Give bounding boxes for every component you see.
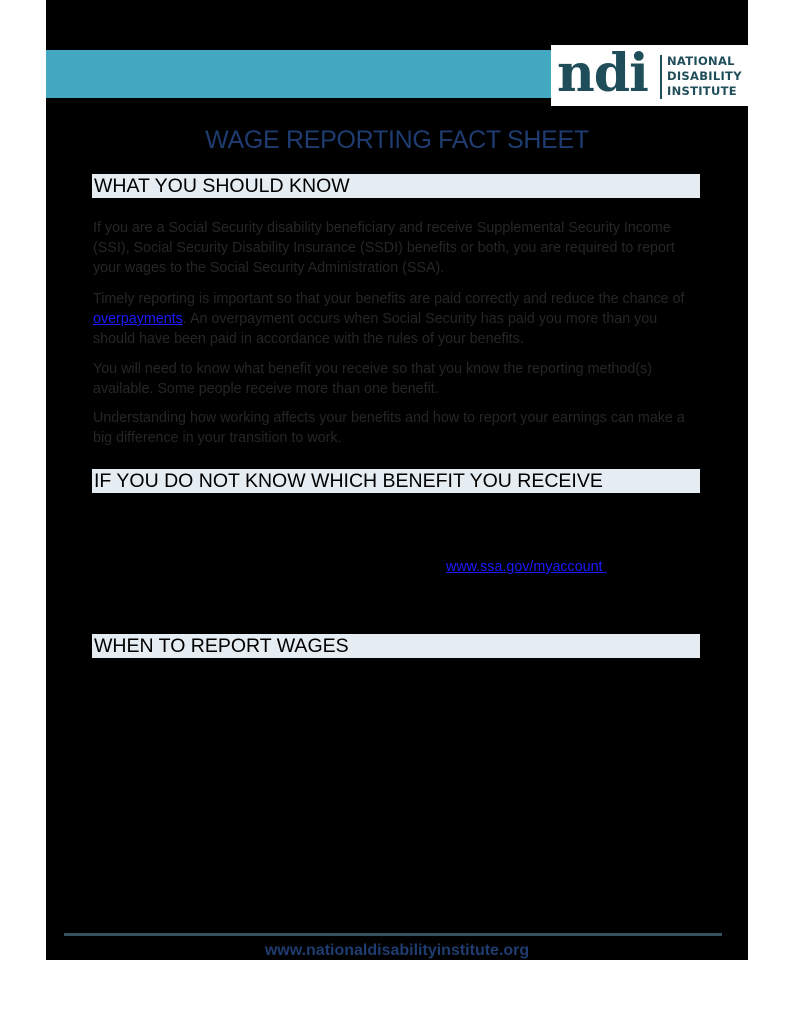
logo-line-disability: DISABILITY [667,69,742,83]
paragraph-reporting-requirement: If you are a Social Security disability beneficiary and receive Supplemental Security Income (SSI), Social Security Disability Insurance (SSDI) benefits or both, you are required to report your wages to the Social Security Administration (SSA). [93,220,675,276]
paragraph-understanding-work: Understanding how working affects your benefits and how to report your earnings can make a big difference in your transition to work. [93,410,685,446]
header-band [46,50,551,98]
section-heading-which-benefit: IF YOU DO NOT KNOW WHICH BENEFIT YOU RECEIVE [92,469,700,493]
page-title: WAGE REPORTING FACT SHEET [205,126,589,154]
section-heading-when-to-report: WHEN TO REPORT WAGES [92,634,700,658]
paragraph-know-your-benefit: You will need to know what benefit you receive so that you know the reporting method(s) available. Some people receive more than one benefit. [93,361,652,397]
logo-divider [660,55,662,99]
footer-website-link[interactable]: www.nationaldisabilityinstitute.org [264,942,530,959]
overpayments-link[interactable]: overpayments [93,311,183,327]
footer-divider [64,933,722,936]
section-heading-what-you-should-know: WHAT YOU SHOULD KNOW [92,174,700,198]
logo-line-national: NATIONAL [667,54,735,68]
paragraph-text: Timely reporting is important so that your benefits are paid correctly and reduce the chance of [93,291,685,307]
logo-text [667,54,747,99]
paragraph-timely-reporting [93,289,693,349]
logo-mark: ndi [557,43,648,104]
paragraph-text: . An overpayment occurs when Social Security has paid you more than you should have been paid in accordance with the rules of your benefits. [93,311,658,347]
logo-line-institute: INSTITUTE [667,84,737,98]
ssa-myaccount-link[interactable]: www.ssa.gov/myaccount [446,559,607,575]
